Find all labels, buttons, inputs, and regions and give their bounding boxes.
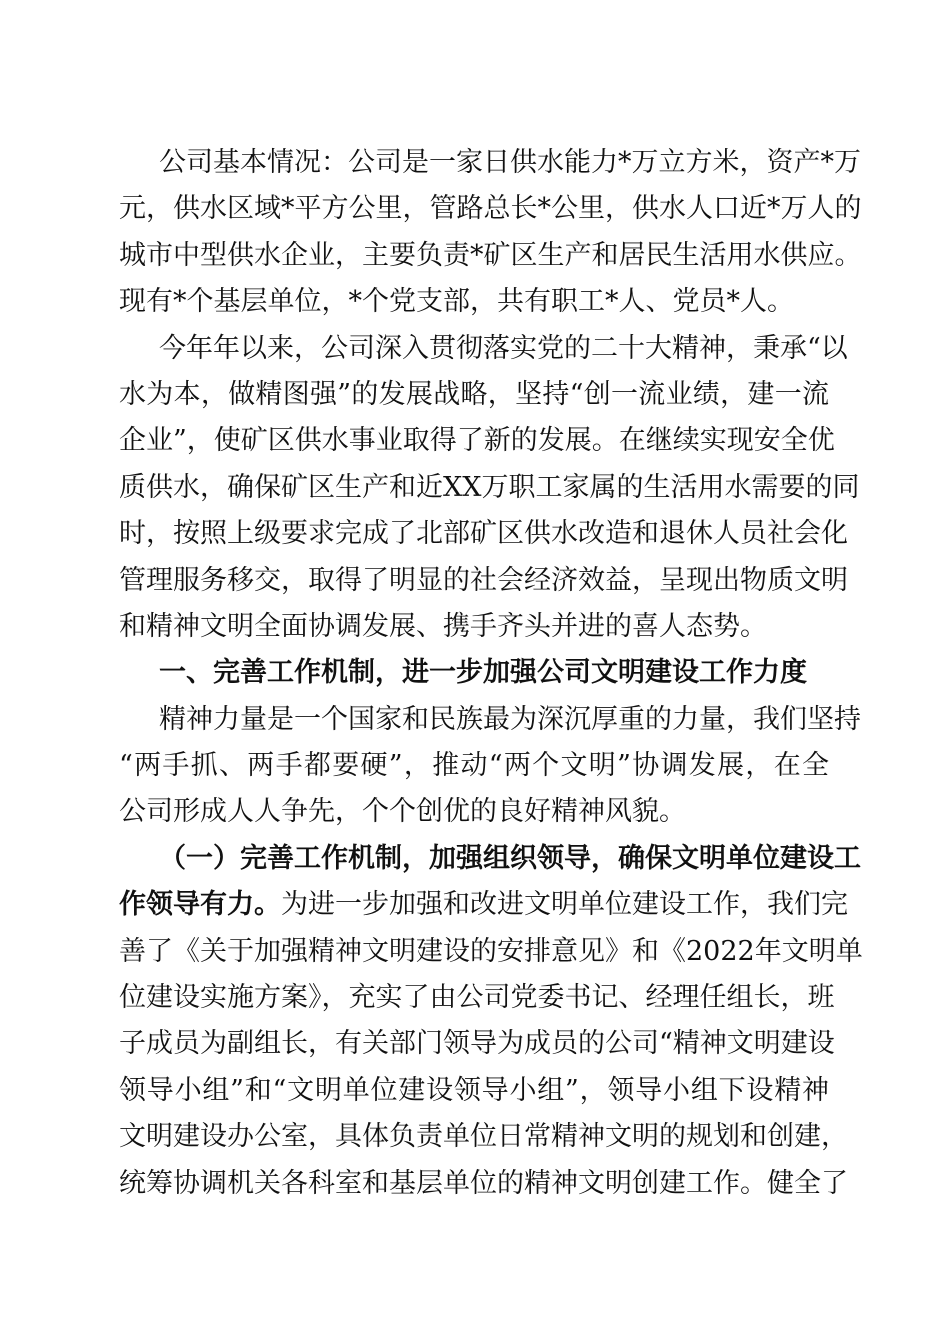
- text-run: 为进一步加强和改进文明单位建设工作，我们完: [281, 889, 848, 921]
- paragraph-development-summary: [119, 326, 860, 651]
- text-line: 城市中型供水企业，主要负责*矿区生产和居民生活用水供应。: [119, 239, 862, 271]
- text-line: 文明建设办公室，具体负责单位日常精神文明的规划和创建，: [119, 1121, 848, 1153]
- paragraph-company-overview: [119, 140, 862, 326]
- text-line: 今年年以来，公司深入贯彻落实党的二十大精神，秉承“以: [159, 332, 848, 364]
- text-line: 时，按照上级要求完成了北部矿区供水改造和退休人员社会化: [119, 518, 848, 550]
- text-line: 子成员为副组长，有关部门领导为成员的公司“精神文明建设: [119, 1028, 835, 1060]
- paragraph-work-mechanism: [119, 836, 863, 1207]
- subsection-heading-line: （一）完善工作机制，加强组织领导，确保文明单位建设工: [159, 842, 861, 874]
- text-line: 现有*个基层单位，*个党支部，共有职工*人、党员*人。: [119, 286, 794, 318]
- text-line: 统筹协调机关各科室和基层单位的精神文明创建工作。健全了: [119, 1167, 848, 1199]
- text-line: 善了《关于加强精神文明建设的安排意见》和《2022年文明单: [119, 935, 863, 967]
- text-line: 元，供水区域*平方公里，管路总长*公里，供水人口近*万人的: [119, 193, 862, 225]
- text-line: 公司形成人人争先，个个创优的良好精神风貌。: [119, 796, 686, 828]
- text-line: 和精神文明全面协调发展、携手齐头并进的喜人态势。: [119, 610, 767, 642]
- text-line: 位建设实施方案》，充实了由公司党委书记、经理任组长，班: [119, 982, 835, 1014]
- text-line: 水为本，做精图强”的发展战略，坚持“创一流业绩，建一流: [119, 378, 829, 410]
- text-line: 质供水，确保矿区生产和近XX万职工家属的生活用水需要的同: [119, 471, 860, 503]
- text-line: 精神力量是一个国家和民族最为深沉厚重的力量，我们坚持: [159, 703, 861, 735]
- paragraph-spiritual-strength: [119, 697, 861, 836]
- text-line: 管理服务移交，取得了明显的社会经济效益，呈现出物质文明: [119, 564, 848, 596]
- text-line: 企业”，使矿区供水事业取得了新的发展。在继续实现安全优: [119, 425, 835, 457]
- section-heading: 一、完善工作机制，进一步加强公司文明建设工作力度: [159, 657, 807, 689]
- text-line: [119, 882, 848, 928]
- subsection-heading-tail: 作领导有力。: [119, 889, 281, 921]
- text-line: 领导小组”和“文明单位建设领导小组”，领导小组下设精神: [119, 1074, 829, 1106]
- text-line: “两手抓、两手都要硬”，推动“两个文明”协调发展，在全: [119, 750, 829, 782]
- text-line: 公司基本情况：公司是一家日供水能力*万立方米，资产*万: [159, 147, 861, 178]
- document-body: [119, 140, 863, 1207]
